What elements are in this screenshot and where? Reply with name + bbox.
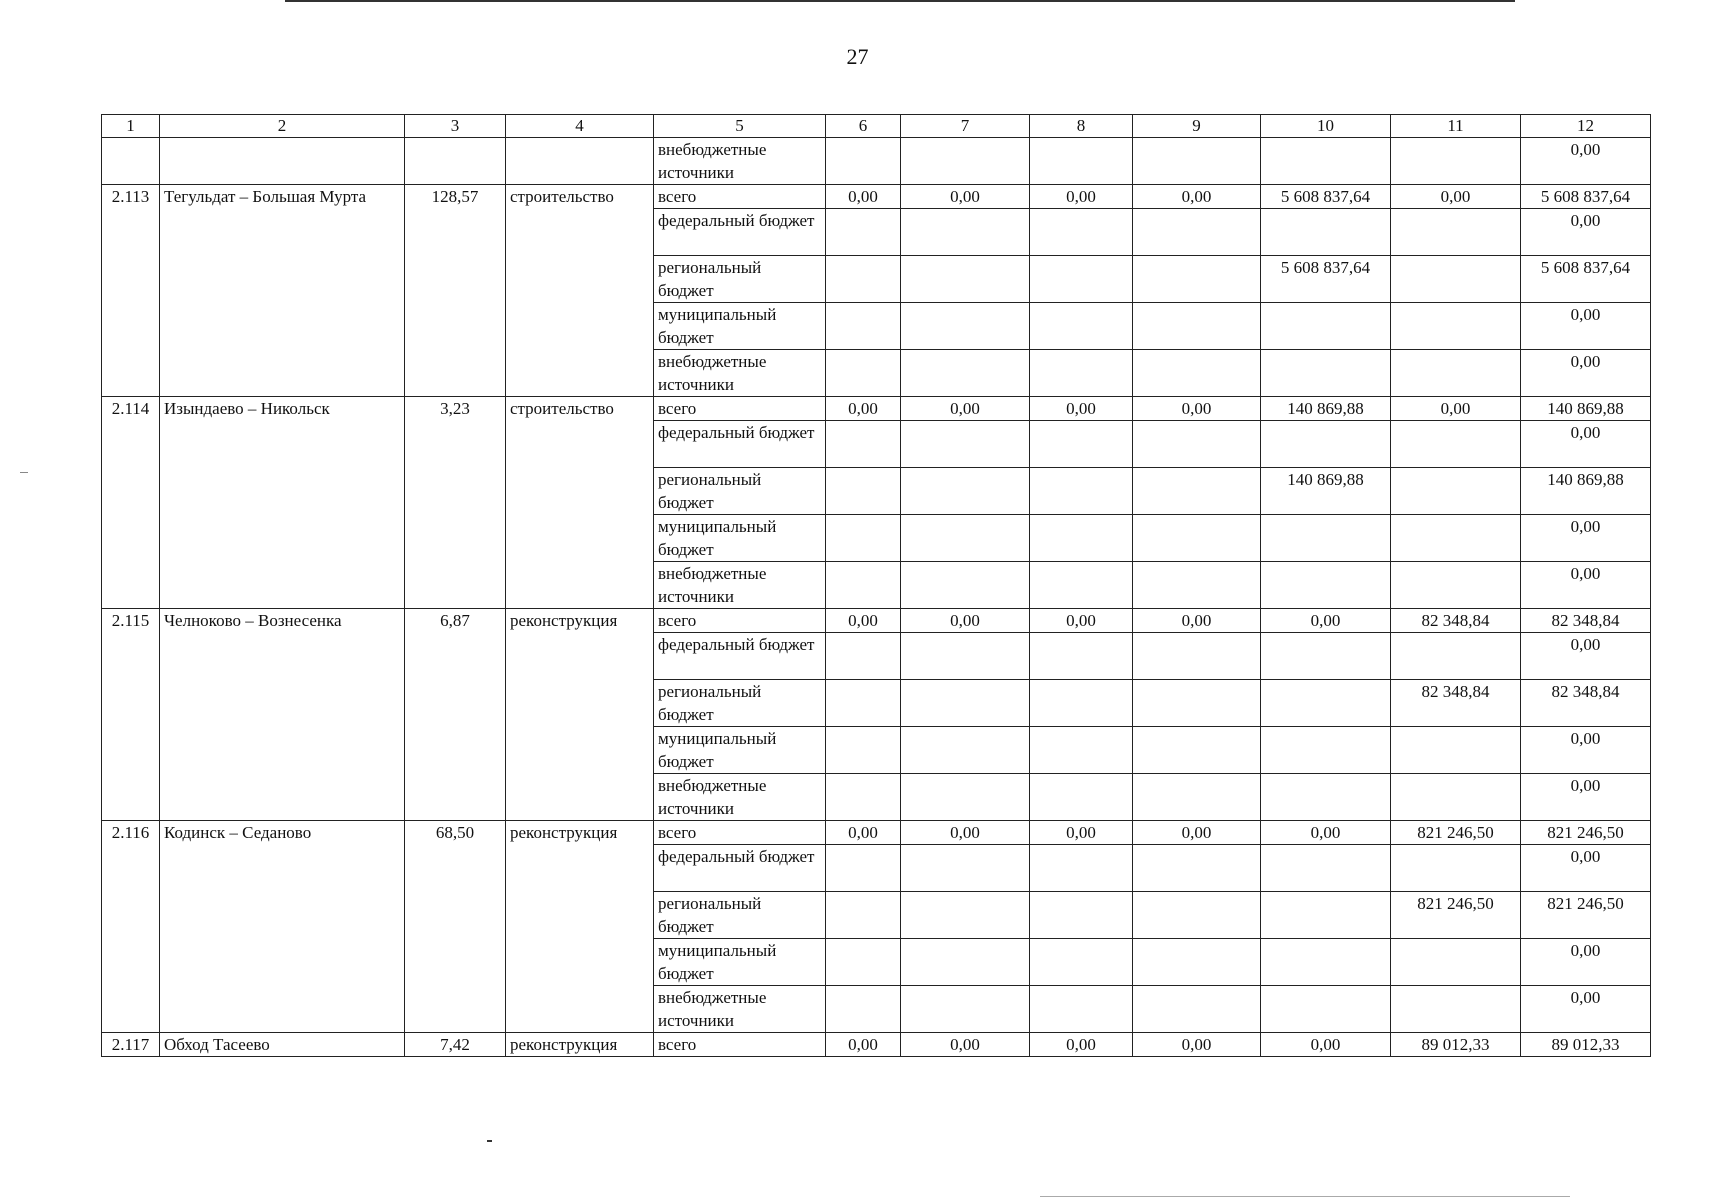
- cell-empty: [901, 256, 1030, 303]
- scan-dot: [487, 1140, 492, 1142]
- amount-c11: 89 012,33: [1391, 1033, 1521, 1057]
- amount-c11: [1391, 421, 1521, 468]
- cell-empty: [901, 562, 1030, 609]
- amount-c12: 140 869,88: [1521, 397, 1651, 421]
- amount-c12: 0,00: [1521, 774, 1651, 821]
- amount-c11: [1391, 350, 1521, 397]
- amount-c6: 0,00: [826, 1033, 901, 1057]
- bottom-edge-rule: [1040, 1196, 1570, 1197]
- table-row: [102, 1033, 1651, 1057]
- column-number-row: [102, 115, 1651, 138]
- cell-empty: [1030, 986, 1133, 1033]
- road-name: Челноково – Вознесенка: [160, 609, 405, 821]
- cell-empty: [826, 421, 901, 468]
- amount-c10: [1261, 515, 1391, 562]
- column-number: 3: [405, 115, 506, 138]
- amount-c11: [1391, 727, 1521, 774]
- cell-empty: [1133, 845, 1261, 892]
- amount-c10: [1261, 562, 1391, 609]
- amount-c11: [1391, 256, 1521, 303]
- cell-empty: [1030, 774, 1133, 821]
- amount-c10: [1261, 680, 1391, 727]
- amount-c9: 0,00: [1133, 609, 1261, 633]
- amount-c12: 821 246,50: [1521, 892, 1651, 939]
- total-value: 0,00: [1521, 138, 1651, 185]
- amount-c10: 0,00: [1261, 821, 1391, 845]
- cell-empty: [1030, 892, 1133, 939]
- cell-empty: [826, 138, 901, 185]
- cell-empty: [1133, 421, 1261, 468]
- cell-empty: [826, 680, 901, 727]
- amount-c11: 821 246,50: [1391, 892, 1521, 939]
- source-label: муниципальный бюджет: [654, 939, 826, 986]
- source-label: федеральный бюджет: [654, 209, 826, 256]
- amount-c9: 0,00: [1133, 185, 1261, 209]
- cell-empty: [826, 939, 901, 986]
- amount-c10: [1261, 774, 1391, 821]
- amount-c6: 0,00: [826, 609, 901, 633]
- cell-empty: [405, 138, 506, 185]
- cell-empty: [1133, 892, 1261, 939]
- amount-c11: 82 348,84: [1391, 609, 1521, 633]
- cell-empty: [826, 562, 901, 609]
- source-label: всего: [654, 1033, 826, 1057]
- cell-empty: [901, 303, 1030, 350]
- work-type: строительство: [506, 397, 654, 609]
- source-label: всего: [654, 397, 826, 421]
- source-label: всего: [654, 609, 826, 633]
- amount-c11: 0,00: [1391, 397, 1521, 421]
- amount-c11: [1391, 845, 1521, 892]
- amount-c12: 5 608 837,64: [1521, 256, 1651, 303]
- cell-empty: [1133, 209, 1261, 256]
- cell-empty: [901, 209, 1030, 256]
- amount-c10: [1261, 303, 1391, 350]
- cell-empty: [901, 986, 1030, 1033]
- amount-c12: 0,00: [1521, 939, 1651, 986]
- source-label: муниципальный бюджет: [654, 727, 826, 774]
- column-number: 4: [506, 115, 654, 138]
- amount-c10: 140 869,88: [1261, 397, 1391, 421]
- road-length: 6,87: [405, 609, 506, 821]
- cell-empty: [1133, 633, 1261, 680]
- source-label: всего: [654, 185, 826, 209]
- amount-c12: 0,00: [1521, 562, 1651, 609]
- amount-c8: 0,00: [1030, 397, 1133, 421]
- cell-empty: [1133, 986, 1261, 1033]
- source-label: внебюджетные источники: [654, 986, 826, 1033]
- amount-c10: [1261, 633, 1391, 680]
- amount-c9: 0,00: [1133, 821, 1261, 845]
- amount-c10: [1261, 986, 1391, 1033]
- amount-c10: [1261, 421, 1391, 468]
- source-label: внебюджетные источники: [654, 774, 826, 821]
- amount-c11: [1391, 633, 1521, 680]
- table-row: [102, 397, 1651, 421]
- amount-c10: 5 608 837,64: [1261, 185, 1391, 209]
- column-number: 10: [1261, 115, 1391, 138]
- entry-id: 2.116: [102, 821, 160, 1033]
- cell-empty: [160, 138, 405, 185]
- work-type: реконструкция: [506, 1033, 654, 1057]
- source-label: внебюджетные источники: [654, 138, 826, 185]
- amount-c11: [1391, 939, 1521, 986]
- cell-empty: [826, 845, 901, 892]
- amount-c11: [1391, 986, 1521, 1033]
- cell-empty: [901, 892, 1030, 939]
- entry-id: 2.113: [102, 185, 160, 397]
- top-edge-rule: [285, 0, 1515, 2]
- amount-c7: 0,00: [901, 821, 1030, 845]
- amount-c10: [1261, 727, 1391, 774]
- source-label: внебюджетные источники: [654, 350, 826, 397]
- cell-empty: [1030, 303, 1133, 350]
- column-number: 7: [901, 115, 1030, 138]
- cell-empty: [1030, 138, 1133, 185]
- cell-empty: [506, 138, 654, 185]
- cell-empty: [901, 633, 1030, 680]
- amount-c8: 0,00: [1030, 1033, 1133, 1057]
- cell-empty: [826, 515, 901, 562]
- source-label: региональный бюджет: [654, 256, 826, 303]
- work-type: строительство: [506, 185, 654, 397]
- amount-c12: 0,00: [1521, 350, 1651, 397]
- cell-empty: [1133, 256, 1261, 303]
- cell-empty: [826, 727, 901, 774]
- cell-empty: [1391, 138, 1521, 185]
- cell-empty: [826, 468, 901, 515]
- amount-c7: 0,00: [901, 185, 1030, 209]
- entry-id: 2.117: [102, 1033, 160, 1057]
- amount-c11: [1391, 468, 1521, 515]
- amount-c7: 0,00: [901, 397, 1030, 421]
- cell-empty: [826, 633, 901, 680]
- cell-empty: [1030, 845, 1133, 892]
- cell-empty: [1133, 680, 1261, 727]
- cell-empty: [1030, 939, 1133, 986]
- cell-empty: [1030, 421, 1133, 468]
- cell-empty: [1133, 774, 1261, 821]
- cell-empty: [1133, 562, 1261, 609]
- cell-empty: [901, 727, 1030, 774]
- amount-c11: [1391, 515, 1521, 562]
- cell-empty: [1133, 468, 1261, 515]
- amount-c12: 0,00: [1521, 421, 1651, 468]
- amount-c11: [1391, 562, 1521, 609]
- amount-c10: [1261, 939, 1391, 986]
- amount-c7: 0,00: [901, 609, 1030, 633]
- amount-c8: 0,00: [1030, 821, 1133, 845]
- cell-empty: [1133, 303, 1261, 350]
- amount-c12: 0,00: [1521, 845, 1651, 892]
- road-name: Кодинск – Седаново: [160, 821, 405, 1033]
- column-number: 6: [826, 115, 901, 138]
- amount-c12: 0,00: [1521, 986, 1651, 1033]
- source-label: муниципальный бюджет: [654, 515, 826, 562]
- source-label: региональный бюджет: [654, 468, 826, 515]
- cell-empty: [1133, 727, 1261, 774]
- cell-empty: [901, 350, 1030, 397]
- margin-mark: [20, 472, 28, 473]
- amount-c12: 5 608 837,64: [1521, 185, 1651, 209]
- cell-empty: [1030, 209, 1133, 256]
- amount-c12: 0,00: [1521, 209, 1651, 256]
- table-row: [102, 609, 1651, 633]
- amount-c12: 0,00: [1521, 727, 1651, 774]
- budget-table: [101, 114, 1651, 1057]
- carryover-row: [102, 138, 1651, 185]
- column-number: 12: [1521, 115, 1651, 138]
- amount-c12: 82 348,84: [1521, 680, 1651, 727]
- cell-empty: [901, 939, 1030, 986]
- amount-c12: 140 869,88: [1521, 468, 1651, 515]
- amount-c12: 0,00: [1521, 515, 1651, 562]
- source-label: внебюджетные источники: [654, 562, 826, 609]
- road-length: 3,23: [405, 397, 506, 609]
- road-name: Изындаево – Никольск: [160, 397, 405, 609]
- amount-c12: 821 246,50: [1521, 821, 1651, 845]
- cell-empty: [826, 774, 901, 821]
- cell-empty: [1030, 562, 1133, 609]
- road-length: 128,57: [405, 185, 506, 397]
- cell-empty: [826, 986, 901, 1033]
- amount-c7: 0,00: [901, 1033, 1030, 1057]
- table-body: [102, 115, 1651, 1057]
- road-name: Обход Тасеево: [160, 1033, 405, 1057]
- cell-empty: [1030, 350, 1133, 397]
- source-label: федеральный бюджет: [654, 421, 826, 468]
- amount-c12: 0,00: [1521, 303, 1651, 350]
- source-label: региональный бюджет: [654, 892, 826, 939]
- amount-c10: [1261, 845, 1391, 892]
- road-name: Тегульдат – Большая Мурта: [160, 185, 405, 397]
- source-label: всего: [654, 821, 826, 845]
- amount-c10: 0,00: [1261, 1033, 1391, 1057]
- amount-c10: [1261, 209, 1391, 256]
- column-number: 1: [102, 115, 160, 138]
- column-number: 2: [160, 115, 405, 138]
- column-number: 5: [654, 115, 826, 138]
- cell-empty: [1133, 939, 1261, 986]
- table-row: [102, 185, 1651, 209]
- cell-empty: [826, 209, 901, 256]
- column-number: 9: [1133, 115, 1261, 138]
- entry-id: 2.114: [102, 397, 160, 609]
- cell-empty: [1030, 680, 1133, 727]
- amount-c10: [1261, 350, 1391, 397]
- amount-c12: 82 348,84: [1521, 609, 1651, 633]
- amount-c10: 0,00: [1261, 609, 1391, 633]
- cell-empty: [826, 256, 901, 303]
- cell-empty: [826, 303, 901, 350]
- column-number: 11: [1391, 115, 1521, 138]
- source-label: федеральный бюджет: [654, 845, 826, 892]
- cell-empty: [1030, 256, 1133, 303]
- amount-c12: 89 012,33: [1521, 1033, 1651, 1057]
- amount-c11: 0,00: [1391, 185, 1521, 209]
- cell-empty: [901, 774, 1030, 821]
- cell-empty: [1030, 633, 1133, 680]
- amount-c9: 0,00: [1133, 397, 1261, 421]
- cell-empty: [1133, 515, 1261, 562]
- cell-empty: [901, 421, 1030, 468]
- road-length: 68,50: [405, 821, 506, 1033]
- amount-c11: [1391, 303, 1521, 350]
- amount-c6: 0,00: [826, 821, 901, 845]
- amount-c6: 0,00: [826, 185, 901, 209]
- cell-empty: [826, 892, 901, 939]
- amount-c11: [1391, 209, 1521, 256]
- road-length: 7,42: [405, 1033, 506, 1057]
- source-label: муниципальный бюджет: [654, 303, 826, 350]
- amount-c11: 82 348,84: [1391, 680, 1521, 727]
- source-label: федеральный бюджет: [654, 633, 826, 680]
- amount-c11: 821 246,50: [1391, 821, 1521, 845]
- amount-c10: 5 608 837,64: [1261, 256, 1391, 303]
- source-label: региональный бюджет: [654, 680, 826, 727]
- amount-c10: [1261, 892, 1391, 939]
- cell-empty: [826, 350, 901, 397]
- cell-empty: [901, 845, 1030, 892]
- work-type: реконструкция: [506, 821, 654, 1033]
- amount-c8: 0,00: [1030, 185, 1133, 209]
- cell-empty: [901, 468, 1030, 515]
- cell-empty: [102, 138, 160, 185]
- cell-empty: [901, 680, 1030, 727]
- amount-c6: 0,00: [826, 397, 901, 421]
- page-number: 27: [846, 44, 869, 69]
- column-number: 8: [1030, 115, 1133, 138]
- cell-empty: [1030, 468, 1133, 515]
- entry-id: 2.115: [102, 609, 160, 821]
- amount-c11: [1391, 774, 1521, 821]
- amount-c8: 0,00: [1030, 609, 1133, 633]
- cell-empty: [1030, 515, 1133, 562]
- cell-empty: [1133, 138, 1261, 185]
- amount-c12: 0,00: [1521, 633, 1651, 680]
- work-type: реконструкция: [506, 609, 654, 821]
- amount-c9: 0,00: [1133, 1033, 1261, 1057]
- cell-empty: [901, 515, 1030, 562]
- amount-c10: 140 869,88: [1261, 468, 1391, 515]
- cell-empty: [1030, 727, 1133, 774]
- cell-empty: [1133, 350, 1261, 397]
- table-row: [102, 821, 1651, 845]
- cell-empty: [1261, 138, 1391, 185]
- cell-empty: [901, 138, 1030, 185]
